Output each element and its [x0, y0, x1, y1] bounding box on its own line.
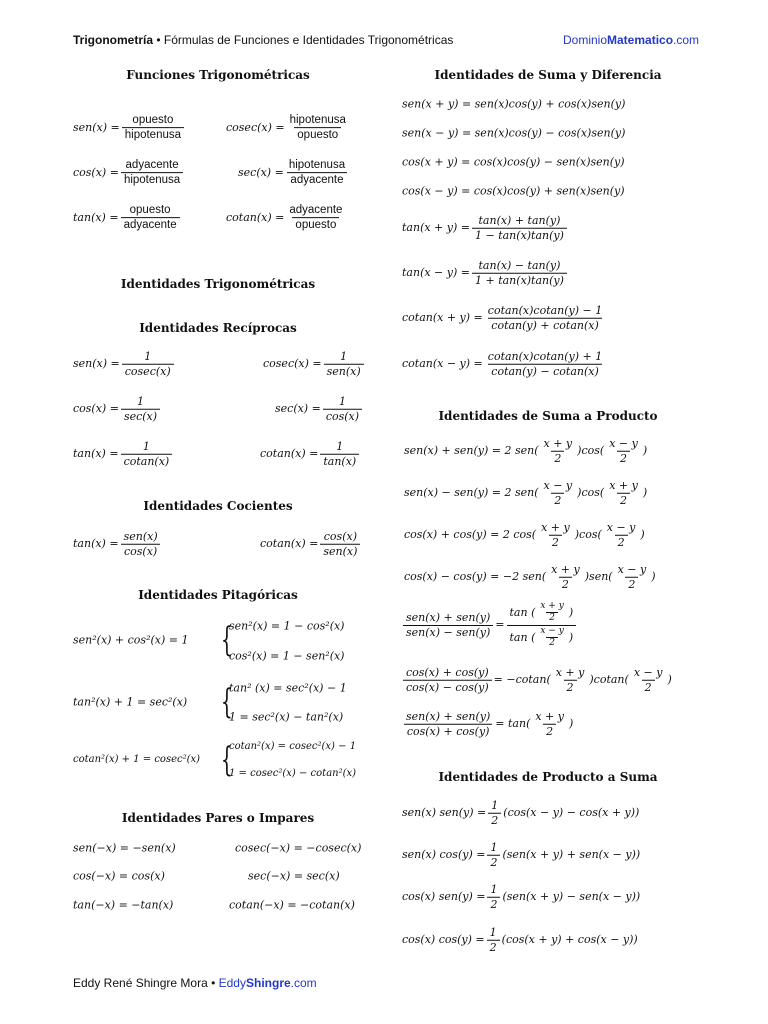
site-link-pre: Dominio — [563, 33, 608, 47]
formula-rec-tan: tan(x) = $\frac{1}{cotan(x)}$ — [73, 440, 174, 469]
page-header-title — [73, 33, 453, 47]
formula-sp-5: sen(x) + sen(y) sen(x) − sen(y) = tan ( $\frac{x + y}{2}$ ) tan ( $\frac{x - y}{2}$ ) — [401, 601, 578, 649]
formula-sd-3: cos(x + y) = cos(x)cos(y) − sen(x)sen(y) — [402, 155, 625, 169]
formula-sp-2: sen(x) − sen(y) = 2 sen( $\frac{x - y}{2}$ )cos( $\frac{x + y}{2}$ ) — [404, 478, 648, 507]
formula-sp-7: sen(x) + sen(y) cos(x) + cos(y) = tan( $\frac{x + y}{2}$ ) — [401, 710, 573, 739]
formula-ps-3: cos(x) sen(y) = $\frac{1}{2}$ (sen(x + y) − sen(x − y)) — [402, 882, 641, 911]
formula-func-sec: sec(x) = hipotenusa adyacente — [238, 159, 346, 187]
formula-sp-3: cos(x) + cos(y) = 2 cos( $\frac{x + y}{2}$ )cos( $\frac{x - y}{2}$ ) — [404, 520, 645, 549]
formula-rec-cos: cos(x) = 1 sec(x) — [73, 395, 162, 424]
formula-pit-2b: 1 = sec²(x) − tan²(x) — [229, 710, 344, 724]
formula-sd-1: sen(x + y) = sen(x)cos(y) + cos(x)sen(y) — [402, 97, 626, 111]
footer-site-link[interactable]: EddyShingre.com — [218, 976, 317, 990]
formula-ps-1: sen(x) sen(y) = $\frac{1}{2}$ (cos(x − y) − cos(x + y)) — [402, 798, 640, 827]
heading-pitagoricas: Identidades Pitagóricas — [138, 588, 298, 602]
page-footer — [73, 976, 317, 990]
formula-sp-4: cos(x) − cos(y) = −2 sen( $\frac{x + y}{2}$ )sen( $\frac{x - y}{2}$ ) — [404, 562, 656, 591]
formula-rec-cosec: cosec(x) = 1 sen(x) — [263, 350, 366, 379]
formula-sp-6: $\frac{\cos(x) + \cos(y)}{\cos(x) - \cos(y)}$ = −cotan( $\frac{x + y}{2}$ )cotan( $\frac{x - y}{2}$ ) — [401, 666, 672, 695]
formula-par-cotan: cotan(−x) = −cotan(x) — [229, 898, 355, 912]
formula-rec-sec: sec(x) = $\frac{1}{\cos(x)}$ — [275, 395, 364, 424]
brace-icon: { — [220, 620, 233, 660]
site-link-post: .com — [673, 33, 700, 47]
formula-pit-2a: tan² (x) = sec²(x) − 1 — [229, 681, 347, 695]
formula-sp-1: sen(x) + sen(y) = 2 sen( $\frac{x + y}{2}$ )cos( $\frac{x - y}{2}$ ) — [404, 436, 648, 465]
formula-par-tan: tan(−x) = −tan(x) — [73, 898, 174, 912]
formula-func-cotan: cotan(x) = adyacente opuesto — [226, 204, 343, 232]
formula-func-cos: cos(x) = adyacente hipotenusa — [73, 158, 185, 188]
formula-func-sen: sen(x) = opuesto hipotenusa — [73, 113, 186, 143]
header-topic: Trigonometría — [73, 33, 154, 47]
formula-pit-1b: cos²(x) = 1 − sen²(x) — [229, 649, 345, 663]
formula-par-cosec: cosec(−x) = −cosec(x) — [235, 841, 362, 855]
formula-coc-cotan: cotan(x) = cos(x) sen(x) — [260, 530, 362, 559]
header-subtitle: • Fórmulas de Funciones e Identidades Trigonométricas — [153, 33, 454, 47]
formula-pit-2: tan²(x) + 1 = sec²(x) — [73, 695, 188, 709]
heading-pares: Identidades Pares o Impares — [121, 811, 315, 825]
formula-ps-2: sen(x) cos(y) = $\frac{1}{2}$ (sen(x + y) + sen(x − y)) — [402, 840, 641, 869]
heading-producto-suma: Identidades de Producto a Suma — [438, 770, 658, 784]
formula-rec-sen: sen(x) = $\frac{1}{cosec(x)}$ — [73, 350, 176, 379]
formula-sd-2: sen(x − y) = sen(x)cos(y) − cos(x)sen(y) — [402, 126, 626, 140]
formula-coc-tan: tan(x) = sen(x) cos(x) — [73, 530, 163, 559]
site-link-bold: Matematico — [607, 33, 674, 47]
header-site-link[interactable] — [563, 33, 699, 47]
footer-author: Eddy René Shingre Mora • — [73, 976, 219, 990]
formula-par-sec: sec(−x) = sec(x) — [248, 869, 340, 883]
heading-identidades: Identidades Trigonométricas — [120, 277, 316, 291]
heading-reciprocas: Identidades Recíprocas — [139, 321, 297, 335]
formula-sd-8: cotan(x − y) = $\frac{cotan(x)cotan(y) + 1}{cotan(y) - cotan(x)}$ — [402, 349, 603, 378]
formula-sd-4: cos(x − y) = cos(x)cos(y) + sen(x)sen(y) — [402, 184, 625, 198]
formula-rec-cotan: cotan(x) = $\frac{1}{\tan(x)}$ — [260, 440, 361, 469]
formula-pit-3b: 1 = cosec²(x) − cotan²(x) — [229, 768, 357, 779]
formula-par-sen: sen(−x) = −sen(x) — [73, 841, 176, 855]
formula-pit-3a: cotan²(x) = cosec²(x) − 1 — [229, 741, 357, 752]
formula-pit-1: sen²(x) + cos²(x) = 1 — [73, 633, 189, 647]
formula-pit-3: cotan²(x) + 1 = cosec²(x) — [73, 754, 201, 765]
heading-suma-diferencia: Identidades de Suma y Diferencia — [434, 68, 662, 82]
heading-cocientes: Identidades Cocientes — [143, 499, 293, 513]
brace-icon: { — [220, 682, 233, 722]
formula-ps-4: cos(x) cos(y) = $\frac{1}{2}$ (cos(x + y) + cos(x − y)) — [402, 925, 638, 954]
formula-sd-5: tan(x + y) = $\frac{\tan(x) + \tan(y)}{1 - \tan(x)\tan(y)}$ — [402, 214, 569, 243]
formula-sd-6: tan(x − y) = $\frac{\tan(x) - \tan(y)}{1 + \tan(x)\tan(y)}$ — [402, 259, 569, 288]
formula-func-cosec: cosec(x) = hipotenusa opuesto — [226, 114, 346, 142]
formula-func-tan: tan(x) = opuesto adyacente — [73, 203, 182, 233]
formula-par-cos: cos(−x) = cos(x) — [73, 869, 165, 883]
brace-icon: { — [220, 740, 233, 780]
heading-suma-producto: Identidades de Suma a Producto — [438, 409, 658, 423]
heading-funciones: Funciones Trigonométricas — [126, 68, 310, 82]
formula-pit-1a: sen²(x) = 1 − cos²(x) — [229, 619, 345, 633]
formula-sd-7: cotan(x + y) = $\frac{cotan(x)cotan(y) - 1}{cotan(y) + cotan(x)}$ — [402, 303, 603, 332]
